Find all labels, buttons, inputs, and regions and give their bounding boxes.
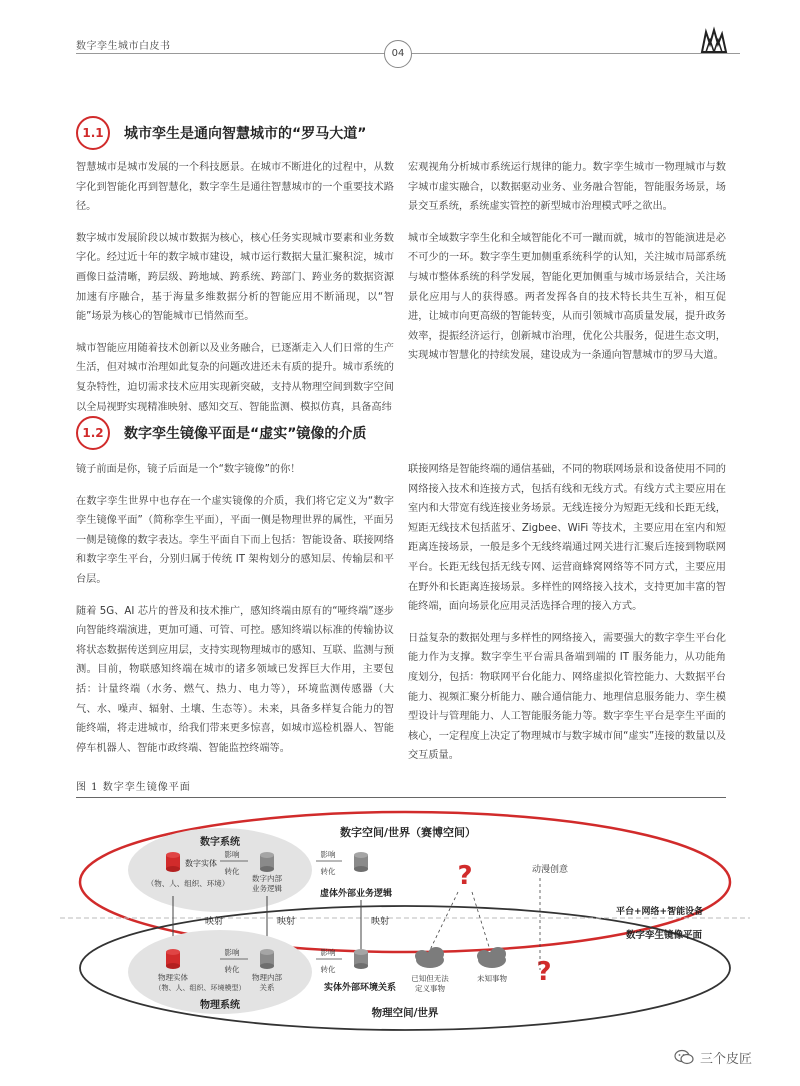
known-undefined-cloud-icon — [415, 947, 444, 968]
paragraph: 随着 5G、AI 芯片的普及和技术推广，感知终端由原有的“哑终端”逐步向智能终端演进，更加可通、可管、可控。感知终端以标准的传输协议将状态数据传送到应用层，支持实现物理城市的感知、互联、监测与预测。目前，物联感知终端在城市的诸多领域已发挥巨大作用，主要包括：计量终端（水务、燃气、热力、电力等），环境监测传感器（大气、水、噪声、辐射、土壤、生态等）。未来，具备多样复合能力的智能终端，将走进城市，给我们带来更多惊喜，如城市巡检机器人、智能停车机器人、智能市政终端、智能监控终端等。 — [76, 605, 394, 754]
digital-entity-database-icon — [166, 852, 180, 872]
digital-twin-mirror-plane-diagram — [60, 800, 750, 1040]
page-header — [0, 0, 800, 70]
paragraph: 城市全域数字孪生化和全域智能化不可一蹴而就，城市的智能演进是必不可少的一环。数字孪生更加侧重系统科学的认知，关注城市局部系统与城市整体系统的科学发展，智能化更加侧重与城市场景结合，关注场景化应用与人的获得感。两者发挥各自的技术特长共生互补，相互促进，让城市向更高级的智能转变，从而引领城市高质量发展，提升政务效率，提振经济运行，创新城市治理，优化公共服务，促进生态文明，实现城市智慧化的持续发展，建设成为一条通向智慧城市的罗马大道。 — [408, 232, 726, 362]
paragraph: 在数字孪生世界中也存在一个虚实镜像的介质，我们将它定义为“数字孪生镜像平面”（简称孪生平面），平面一侧是物理世界的属性，平面另一侧是镜像的数字表达。孪生平面自下而上包括：智能设备、联接网络和数字孪生平台，分别归属于传统 IT 架构划分的感知层、传输层和平台层。 — [76, 495, 394, 585]
question-mark-top: ? — [457, 861, 473, 891]
section-2-number: 1.2 — [76, 416, 110, 450]
mapping-label-1: 映射 — [204, 917, 224, 927]
digital-internal-sub-label: 业务逻辑 — [252, 884, 282, 893]
section-1-right-column — [408, 158, 726, 378]
physical-entity-label: 物理实体 — [158, 973, 188, 982]
known-undefined-sub-label: 定义事物 — [415, 984, 445, 993]
virtual-outer-database-icon — [354, 852, 368, 872]
section-2-left-column — [76, 460, 394, 770]
section-1-left-column — [76, 158, 394, 429]
section-1-heading — [76, 116, 726, 150]
virtual-outer-label: 虚体外部业务逻辑 — [319, 889, 393, 899]
known-undefined-label: 已知但无法 — [411, 974, 449, 983]
physical-outer-database-icon — [354, 949, 368, 969]
section-2-title: 数字孪生镜像平面是“虚实”镜像的介质 — [124, 426, 367, 442]
header-title: 数字孪生城市白皮书 — [76, 41, 171, 52]
digital-system-label: 数字系统 — [200, 837, 240, 848]
physical-space-label: 物理空间/世界 — [371, 1007, 439, 1019]
paragraph: 联接网络是智能终端的通信基础，不同的物联网场景和设备使用不同的网络接入技术和连接方式，包括有线和无线方式。有线方式主要应用在室内和大带宽有线连接业务场景。无线连接分为短距无线和长距无线，短距无线技术包括蓝牙、Zigbee、WiFi 等技术，主要应用在室内和短距离连接场景，一般是多个无线终端通过网关进行汇聚后连接到物联网平台。长距无线包括无线专网、运营商蜂窝网络等不同方式，主要应用在野外和长距离连接场景。多样性的网络接入技术，支持更加丰富的智能终端，面向场景化应用灵活选择合理的接入方式。 — [408, 464, 726, 613]
digital-internal-label: 数字内部 — [252, 874, 282, 883]
influence-label: 影响 — [224, 850, 240, 859]
influence-label-2: 影响 — [320, 850, 336, 859]
figure-rule — [76, 797, 726, 798]
mapping-label-3: 映射 — [370, 917, 390, 927]
digital-entity-sub-label: （物、人、组织、环境） — [146, 879, 230, 888]
section-1-number: 1.1 — [76, 116, 110, 150]
physical-outer-label: 实体外部环境关系 — [323, 983, 397, 993]
mirror-plane-label: 数字孪生镜像平面 — [626, 930, 703, 941]
transform-label-4: 转化 — [320, 965, 336, 974]
question-mark-bottom: ? — [536, 957, 552, 987]
influence-label-3: 影响 — [224, 948, 240, 957]
digital-space-label: 数字空间/世界（赛博空间） — [339, 826, 477, 839]
anime-label: 动漫创意 — [531, 865, 569, 875]
section-1-title: 城市孪生是通向智慧城市的“罗马大道” — [124, 126, 367, 142]
figure-caption: 图 1 数字孪生镜像平面 — [76, 782, 191, 793]
paragraph: 智慧城市是城市发展的一个科技愿景。在城市不断进化的过程中，从数字化到智能化再到智慧化，数字孪生是通往智慧城市的一个重要技术路径。 — [76, 162, 394, 213]
transform-label-3: 转化 — [224, 965, 240, 974]
physical-internal-database-icon — [260, 949, 274, 969]
paragraph: 城市智能应用随着技术创新以及业务融合，已逐渐走入人们日常的生产生活，但对城市治理如此复杂的问题改进还未有质的提升。城市系统的复杂特性，迫切需求技术应用实现新突破，支持从物理空间到数字空间以全局视野实现精准映射、感知交互、智能监测、模拟仿真，具备高纬 — [76, 342, 394, 413]
transform-label-2: 转化 — [320, 867, 336, 876]
physical-internal-sub-label: 关系 — [259, 983, 275, 992]
unknown-label: 未知事物 — [477, 974, 507, 983]
paragraph: 数字城市发展阶段以城市数据为核心，核心任务实现城市要素和业务数字化。经过近十年的数字城市建设，城市运行数据大量汇聚积淀，城市画像日益清晰，跨层级、跨地域、跨系统、跨部门、跨业务的数据资源加速有序融合，基于海量多维数据分析的智能应用不断涌现，以“智能”场景为核心的智能城市已悄然而至。 — [76, 232, 394, 323]
section-2-right-column — [408, 460, 726, 778]
platform-network-label: 平台+网络+智能设备 — [616, 907, 704, 917]
physical-internal-label: 物理内部 — [252, 973, 282, 982]
physical-system-label: 物理系统 — [200, 1000, 240, 1011]
publisher-logo-icon — [700, 26, 728, 54]
digital-entity-label: 数字实体 — [185, 859, 217, 868]
physical-entity-database-icon — [166, 949, 180, 969]
influence-label-4: 影响 — [320, 948, 336, 957]
page-number: 04 — [384, 40, 412, 68]
section-2-heading — [76, 416, 726, 450]
digital-internal-database-icon — [260, 852, 274, 872]
transform-label: 转化 — [224, 867, 240, 876]
wechat-icon — [674, 1049, 694, 1065]
watermark — [674, 1044, 784, 1070]
paragraph: 日益复杂的数据处理与多样性的网络接入，需要强大的数字孪生平台化能力作为支撑。数字孪生平台需具备端到端的 IT 服务能力，从功能角度划分，包括：物联网平台化能力、网络虚拟化管控能力、大数据平台能力、视频汇聚分析能力、融合通信能力、地理信息服务能力、孪生模型设计与管理能力、人工智能服务能力等。数字孪生平台是孪生平面的核心，一定程度上决定了物理城市与数字城市间“虚实”连接的数量以及交互质量。 — [408, 632, 726, 762]
paragraph: 宏观视角分析城市系统运行规律的能力。数字孪生城市一物理城市与数字城市虚实融合，以数据驱动业务、业务融合智能，智能服务场景，场景交互系统，系统虚实管控的新型城市治理模式呼之欲出。 — [408, 162, 726, 213]
mapping-label-2: 映射 — [276, 917, 296, 927]
physical-entity-sub-label: （物、人、组织、环境模型） — [154, 984, 246, 992]
paragraph: 镜子前面是你，镜子后面是一个“数字镜像”的你！ — [76, 464, 301, 475]
watermark-text: 三个皮匠 — [700, 1052, 753, 1067]
